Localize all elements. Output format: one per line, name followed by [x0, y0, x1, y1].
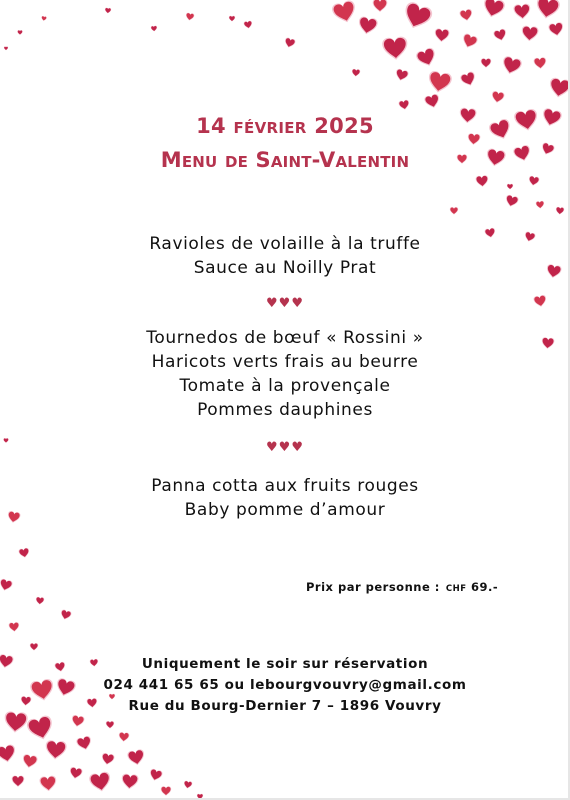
heart-icon [481, 58, 491, 67]
price-line [306, 580, 498, 594]
heart-icon [69, 767, 83, 780]
heart-icon [555, 207, 564, 215]
menu-title: Menu de Saint-Valentin [160, 148, 410, 172]
heart-icon [30, 643, 38, 651]
heart-icon [481, 0, 506, 20]
heart-icon [500, 55, 523, 76]
course-line: Ravioles de volaille à la truffe [149, 234, 421, 254]
heart-icon [351, 69, 360, 77]
heart-icon [45, 740, 67, 761]
heart-icon [101, 753, 115, 766]
heart-icon [415, 47, 438, 69]
course-line: Pommes dauphines [197, 400, 373, 420]
heart-separator-icon: ♥♥♥ [266, 440, 304, 455]
course-dessert [0, 474, 570, 522]
heart-icon [534, 0, 560, 20]
heart-icon [331, 0, 359, 25]
heart-icon [121, 773, 139, 789]
contact-block [0, 654, 570, 717]
price-label: Prix par personne : [306, 580, 440, 594]
heart-icon [12, 776, 25, 787]
price-currency: CHF [445, 584, 467, 594]
menu-date: 14 février 2025 [196, 114, 374, 138]
reservation-note: Uniquement le soir sur réservation [141, 656, 429, 672]
heart-icon [243, 20, 253, 29]
heart-icon [504, 194, 519, 208]
heart-icon [394, 68, 409, 82]
heart-icon [106, 721, 114, 729]
heart-icon [148, 768, 163, 782]
price-amount: 69.- [471, 580, 499, 594]
course-main [0, 326, 570, 422]
heart-icon [21, 754, 38, 770]
heart-icon [283, 37, 296, 49]
heart-separator-icon: ♥♥♥ [266, 296, 304, 311]
course-line: Tomate à la provençale [179, 376, 391, 396]
heart-icon [185, 12, 195, 21]
heart-icon [183, 780, 193, 789]
heart-icon [426, 70, 452, 94]
heart-icon [459, 71, 477, 88]
heart-icon [460, 33, 478, 50]
heart-icon [35, 597, 44, 605]
heart-icon [229, 16, 235, 22]
heart-icon [491, 91, 505, 104]
heart-icon [521, 25, 539, 41]
heart-icon [400, 0, 434, 32]
course-line: Haricots verts frais au beurre [151, 352, 419, 372]
heart-icon [127, 749, 146, 767]
heart-icon [373, 0, 388, 12]
heart-icon [76, 735, 94, 752]
heart-icon [475, 175, 488, 187]
heart-icon [59, 609, 72, 621]
heart-icon [528, 175, 540, 186]
heart-icon [4, 47, 8, 51]
heart-icon [161, 786, 171, 795]
heart-icon [536, 201, 545, 209]
course-line: Sauce au Noilly Prat [193, 258, 377, 278]
heart-icon [17, 30, 22, 35]
heart-icon [118, 732, 129, 742]
course-line: Tournedos de bœuf « Rossini » [146, 328, 424, 348]
phone-email: 024 441 65 65 ou lebourgvouvry@gmail.com [103, 677, 467, 693]
heart-icon [197, 794, 203, 800]
heart-icon [8, 622, 19, 632]
heart-icon [493, 28, 508, 42]
heart-icon [548, 77, 570, 99]
heart-icon [105, 8, 112, 14]
course-line: Baby pomme d’amour [184, 500, 386, 520]
heart-icon [434, 28, 450, 42]
heart-icon [424, 93, 442, 110]
heart-icon [459, 9, 473, 22]
heart-icon [39, 775, 57, 791]
heart-icon [533, 57, 546, 69]
heart-icon [382, 36, 409, 61]
heart-icon [41, 16, 47, 22]
heart-icon [0, 578, 13, 592]
heart-icon [398, 99, 410, 110]
heart-icon [357, 16, 378, 36]
heart-icon [507, 184, 513, 190]
heart-icon [513, 3, 531, 19]
heart-icon [88, 771, 112, 793]
heart-icon [151, 26, 158, 32]
course-line: Panna cotta aux fruits rouges [151, 476, 419, 496]
heart-icon [548, 22, 565, 38]
course-starter [0, 232, 570, 280]
heart-icon [26, 714, 56, 742]
heart-icon [450, 207, 458, 215]
heart-icon [18, 547, 30, 558]
heart-icon [0, 744, 17, 764]
address: Rue du Bourg-Dernier 7 – 1896 Vouvry [128, 698, 442, 714]
